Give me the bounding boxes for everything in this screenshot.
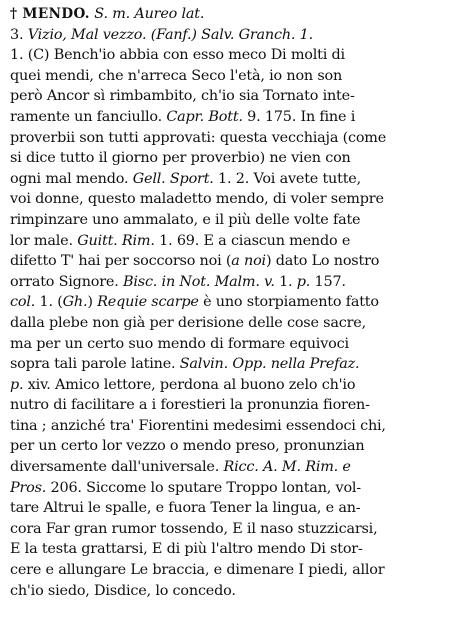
text-segment: si dice tutto il giorno per proverbio) ne vien con — [10, 150, 351, 167]
text-segment: 1. 69. E a ciascun mendo e — [154, 232, 351, 249]
italic-text-segment: Gell. Sport. — [132, 170, 214, 187]
text-segment: proverbii son tutti approvati: questa vecchiaja (come — [10, 129, 387, 146]
text-line — [10, 128, 464, 149]
italic-text-segment: p. — [10, 376, 24, 393]
text-line — [10, 251, 464, 272]
text-segment: 9. 175. In fine i — [242, 108, 356, 125]
text-line — [10, 539, 464, 560]
text-segment: 3. — [10, 26, 28, 43]
text-segment: diversamente dall'universale. — [10, 459, 224, 476]
text-line — [10, 375, 464, 396]
text-segment: dalla plebe non già per derisione delle cose sacre, — [10, 314, 366, 331]
text-segment: 206. Siccome lo sputare Troppo lontan, vol- — [46, 479, 361, 496]
italic-text-segment: Pros. — [10, 479, 47, 496]
italic-text-segment: p. — [296, 273, 311, 290]
text-segment: però Ancor sì rimbambito, ch'io sia Tornato inte- — [10, 88, 355, 105]
text-segment: voi donne, questo maladetto mendo, di voler sempre — [10, 191, 384, 208]
text-segment: sopra tali parole latine. — [10, 356, 180, 373]
entry-headword: † MENDO. — [10, 6, 90, 22]
italic-text-segment: Salvin. Opp. nella Prefaz. — [179, 356, 360, 373]
text-line — [10, 457, 464, 478]
text-segment: difetto T' hai per soccorso noi ( — [10, 253, 232, 270]
italic-text-segment: Guitt. Rim. — [77, 232, 155, 249]
text-line — [10, 416, 464, 437]
italic-text-segment: Ricc. A. M. Rim. e — [223, 459, 351, 476]
italic-text-segment: Vizio, Mal vezzo. (Fanf.) Salv. Granch. 1. — [27, 26, 314, 43]
entry-grammar: S. m. Aureo lat. — [94, 6, 205, 22]
text-segment: per un certo lor vezzo o mendo preso, pronunzian — [10, 438, 365, 455]
text-line — [10, 45, 464, 66]
text-line — [10, 231, 464, 252]
text-segment: 1. ( — [35, 294, 63, 311]
text-line — [10, 210, 464, 231]
text-segment: tina ; anziché tra' Fiorentini medesimi essendoci chi, — [10, 417, 386, 434]
entry-heading — [10, 4, 464, 25]
text-line — [10, 436, 464, 457]
entry-definition — [10, 25, 464, 602]
text-segment: quei mendi, che n'arreca Seco l'età, io non son — [10, 67, 343, 84]
text-line — [10, 292, 464, 313]
text-line — [10, 560, 464, 581]
italic-text-segment: a noi — [231, 253, 266, 270]
text-segment: ma per un certo suo mendo di formare equivoci — [10, 335, 349, 352]
text-line — [10, 354, 464, 375]
text-line — [10, 189, 464, 210]
text-segment: cere e allungare Le braccia, e dimenare I piedi, allor — [10, 562, 385, 579]
text-segment: è uno storpiamento fatto — [198, 294, 379, 311]
text-line — [10, 272, 464, 293]
text-segment: xiv. Amico lettore, perdona al buono zelo ch'io — [23, 376, 356, 393]
italic-text-segment: Gh. — [62, 294, 88, 311]
text-line — [10, 478, 464, 499]
text-line — [10, 395, 464, 416]
text-line — [10, 498, 464, 519]
text-segment: ) dato Lo nostro — [265, 253, 380, 270]
text-segment: rimpinzare uno ammalato, e il più delle volte fate — [10, 211, 361, 228]
text-line — [10, 313, 464, 334]
italic-text-segment: col. — [10, 294, 36, 311]
italic-text-segment: Requie scarpe — [97, 294, 199, 311]
text-segment: ogni mal mendo. — [10, 170, 133, 187]
text-line — [10, 334, 464, 355]
text-line — [10, 107, 464, 128]
text-line — [10, 66, 464, 87]
italic-text-segment: Capr. Bott. — [166, 108, 243, 125]
text-segment: 157. — [310, 273, 346, 290]
text-segment: nutro di facilitare a i forestieri la pronunzia fioren- — [10, 397, 370, 414]
text-line — [10, 169, 464, 190]
text-segment: ) — [87, 294, 98, 311]
text-segment: 1. 2. Voi avete tutte, — [213, 170, 361, 187]
text-line — [10, 519, 464, 540]
text-segment: tare Altrui le spalle, e fuora Tener la lingua, e an- — [10, 500, 361, 517]
text-segment: 1. — [274, 273, 297, 290]
text-segment: ch'io siedo, Disdice, lo concedo. — [10, 582, 236, 599]
text-segment: 1. (C) Bench'io abbia con esso meco Di molti di — [10, 47, 345, 64]
text-line — [10, 581, 464, 602]
text-line — [10, 25, 464, 46]
text-segment: orrato Signore. — [10, 273, 123, 290]
text-line — [10, 86, 464, 107]
text-segment: E la testa grattarsi, E di più l'altro mendo Di stor- — [10, 541, 363, 558]
text-segment: lor male. — [10, 232, 78, 249]
text-segment: cora Far gran rumor tossendo, E il naso stuzzicarsi, — [10, 520, 378, 537]
italic-text-segment: Bisc. in Not. Malm. v. — [122, 273, 275, 290]
text-line — [10, 148, 464, 169]
text-segment: ramente un fanciullo. — [10, 108, 167, 125]
